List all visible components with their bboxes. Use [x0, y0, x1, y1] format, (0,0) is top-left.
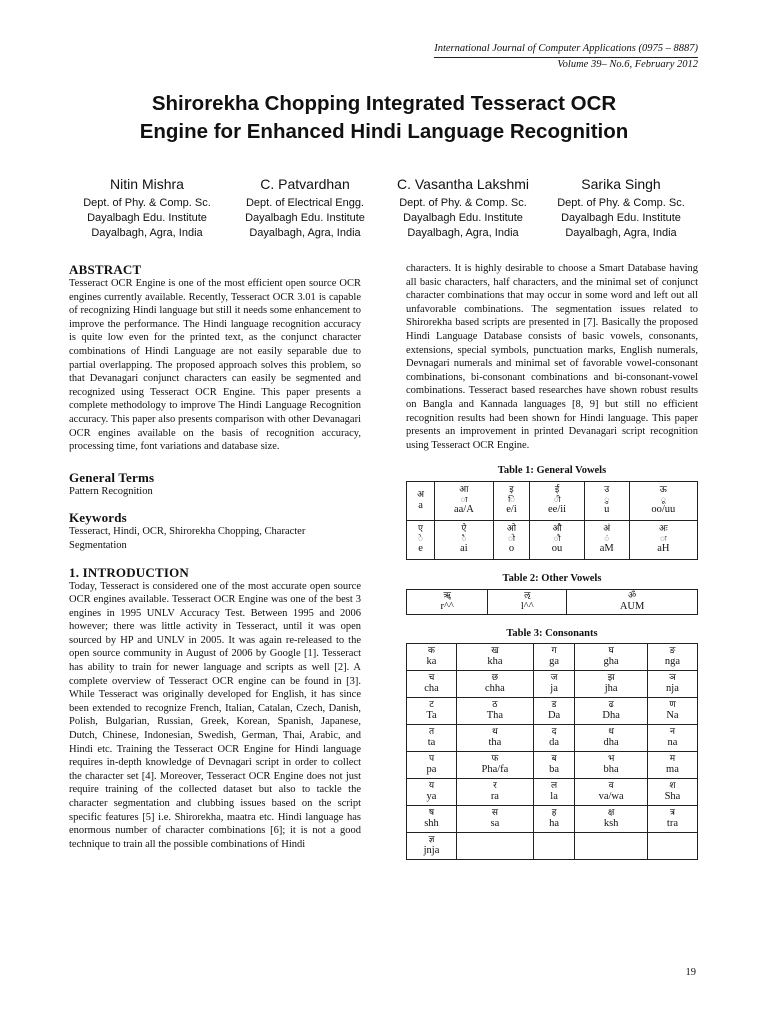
devanagari-char: घ — [608, 646, 614, 657]
transliteration: pa — [426, 764, 437, 776]
table-cell — [407, 481, 435, 520]
devanagari-char: ऌ — [524, 590, 531, 601]
devanagari-char: य — [428, 781, 435, 792]
table-cell — [647, 725, 697, 752]
transliteration: a — [418, 499, 423, 511]
table-cell — [533, 752, 575, 779]
devanagari-char: ज — [550, 673, 558, 684]
table-cell — [457, 698, 534, 725]
devanagari-char: ढ — [608, 700, 614, 711]
transliteration: jnja — [423, 845, 440, 857]
transliteration: Dha — [602, 710, 620, 722]
transliteration: shh — [424, 818, 439, 830]
table-cell — [647, 698, 697, 725]
devanagari-char: ओ — [506, 524, 517, 535]
keywords-text: Tesseract, Hindi, OCR, Shirorekha Chopping, Character Segmentation — [69, 526, 306, 551]
devanagari-char: ॠ — [443, 590, 452, 601]
table-general-vowels — [406, 481, 698, 560]
transliteration: Pha/fa — [481, 764, 509, 776]
table-cell — [407, 589, 488, 614]
transliteration: aH — [657, 543, 670, 555]
table-cell — [457, 806, 534, 833]
table-cell — [584, 481, 629, 520]
devanagari-char: ज्ञ — [428, 835, 435, 846]
devanagari-char: भ — [607, 754, 615, 765]
journal-name: International Journal of Computer Applications (0975 – 8887) — [434, 42, 698, 58]
table-other-vowels — [406, 589, 698, 615]
devanagari-char: व — [608, 781, 614, 792]
transliteration: cha — [424, 683, 439, 695]
page-number: 19 — [685, 967, 696, 978]
devanagari-char: ष — [428, 808, 435, 819]
devanagari-char: ई — [554, 485, 560, 496]
table-cell — [407, 806, 457, 833]
author-dept: Dept. of Phy. & Comp. Sc. — [557, 197, 685, 209]
transliteration: gha — [603, 656, 619, 668]
author-institute: Dayalbagh Edu. Institute — [403, 212, 523, 224]
transliteration: o — [508, 543, 515, 555]
devanagari-char: ध — [608, 727, 614, 738]
devanagari-char: उ — [604, 485, 610, 496]
devanagari-char: ठ — [492, 700, 498, 711]
transliteration: bha — [603, 764, 619, 776]
transliteration: ee/ii — [548, 504, 567, 516]
author-dept: Dept. of Electrical Engg. — [245, 197, 364, 209]
transliteration: ra — [490, 791, 499, 803]
author-dept: Dept. of Phy. & Comp. Sc. — [83, 197, 211, 209]
devanagari-char: अः — [658, 524, 668, 535]
devanagari-char: औ — [552, 524, 562, 535]
devanagari-char: द — [551, 727, 557, 738]
table-cell — [647, 779, 697, 806]
author-name: Nitin Mishra — [110, 176, 184, 192]
matra-sign: ं — [604, 534, 610, 544]
transliteration: ba — [549, 764, 560, 776]
devanagari-char: त्र — [669, 808, 675, 819]
title-line-1: Shirorekha Chopping Integrated Tesseract OCR — [151, 92, 617, 115]
devanagari-char: प — [428, 754, 435, 765]
transliteration: r^^ — [440, 600, 454, 612]
table-cell — [533, 698, 575, 725]
table-cell — [533, 644, 575, 671]
transliteration: ta — [427, 737, 436, 749]
transliteration: ka — [426, 656, 437, 668]
transliteration: u — [604, 504, 610, 516]
table-row — [407, 481, 698, 520]
transliteration: tra — [666, 818, 678, 830]
author-2 — [226, 175, 384, 241]
title-line-2: Engine for Enhanced Hindi Language Recognition — [139, 120, 629, 143]
table-cell — [575, 725, 648, 752]
table-cell — [584, 520, 629, 559]
matra-sign: ौ — [553, 534, 561, 544]
table-3-caption: Table 3: Consonants — [506, 627, 598, 639]
table-row — [407, 520, 698, 559]
table-cell — [407, 698, 457, 725]
table-cell — [407, 644, 457, 671]
table-2-caption: Table 2: Other Vowels — [502, 572, 602, 584]
devanagari-char: र — [493, 781, 497, 792]
transliteration: chha — [484, 683, 505, 695]
devanagari-char: ॐ — [627, 590, 637, 601]
devanagari-char: छ — [491, 673, 499, 684]
devanagari-char: ह — [551, 808, 557, 819]
keywords-heading: Keywords — [69, 510, 127, 526]
right-column — [406, 262, 698, 860]
author-name: C. Patvardhan — [260, 176, 350, 192]
transliteration: ou — [551, 543, 563, 555]
transliteration: Ta — [426, 710, 437, 722]
author-1 — [68, 175, 226, 241]
table-row — [407, 779, 698, 806]
table-cell — [575, 806, 648, 833]
devanagari-char: क्ष — [607, 808, 615, 819]
table-cell — [407, 833, 457, 860]
table-cell — [457, 779, 534, 806]
table-cell — [407, 752, 457, 779]
table-cell — [533, 779, 575, 806]
table-cell — [457, 752, 534, 779]
table-cell — [575, 752, 648, 779]
matra-sign: ै — [461, 534, 467, 544]
table-cell — [457, 671, 534, 698]
body-text-continued: characters. It is highly desirable to choose a Smart Database having all basic characters, half characters, and the minimal set of conjunct character combinations that may occur in some word and left out all unfavorable combinations. The segmentation issues related to Shirorekha based scripts are presented in [7]. Basically the proposed Hindi Language Database consists of basic vowels, consonants, extensions, special symbols, punctuation marks, English numerals, Devnagari numerals and minimal set of favorable vowel-consonant combinations, bi-consonant combinations and bi-consonant-vowel combinations. Tesseract based researches have shown robust results on Bangla and Kannada languages [8, 9] but still no efficient recognition results had been shown for Hindi language. This paper presents an improvement in printed Devanagari script recognition using Tesseract OCR Engine. — [406, 263, 698, 451]
table-cell — [488, 589, 567, 614]
author-location: Dayalbagh, Agra, India — [91, 227, 203, 239]
table-cell — [530, 481, 585, 520]
devanagari-char: ए — [418, 524, 424, 535]
table-row — [407, 752, 698, 779]
matra-sign: ु — [604, 495, 610, 505]
devanagari-char: ल — [551, 781, 558, 792]
table-cell — [457, 725, 534, 752]
table-cell — [647, 644, 697, 671]
table-cell — [533, 725, 575, 752]
devanagari-char: ट — [429, 700, 434, 711]
transliteration: e — [418, 543, 423, 555]
table-cell — [493, 481, 530, 520]
table-cell — [435, 520, 494, 559]
matra-sign: े — [418, 534, 423, 544]
transliteration: aM — [599, 543, 614, 555]
author-list — [68, 175, 700, 241]
transliteration: Tha — [486, 710, 504, 722]
table-cell — [629, 481, 697, 520]
transliteration: va/wa — [598, 791, 624, 803]
transliteration: ha — [549, 818, 560, 830]
devanagari-char: ङ — [669, 646, 676, 657]
transliteration: Sha — [664, 791, 681, 803]
volume-info: Volume 39– No.6, February 2012 — [557, 59, 698, 70]
transliteration: e/i — [506, 504, 517, 516]
transliteration: AUM — [619, 600, 645, 612]
table-cell — [575, 644, 648, 671]
table-cell — [575, 779, 648, 806]
author-location: Dayalbagh, Agra, India — [407, 227, 519, 239]
table-cell — [575, 833, 648, 860]
transliteration: oo/uu — [651, 504, 676, 516]
table-cell — [647, 752, 697, 779]
transliteration: ksh — [603, 818, 619, 830]
table-cell — [575, 698, 648, 725]
devanagari-char: ऐ — [461, 524, 467, 535]
introduction-heading: 1. INTRODUCTION — [69, 564, 190, 580]
introduction-text: Today, Tesseract is considered one of the most accurate open source OCR engines available. Tesseract OCR Engine was one of the best 3 engines in 1995 UNLV Accuracy Test. Between 1995 and 2006 however; there was little activity in Tesseract, until it was open sourced by HP and UNLV in 2005. It was again re-released to the open source community in August of 2006 by Google [1]. Tesseract has ability to train for newer language and scripts as well [2]. A complete overview of Tesseract OCR engine can be found in [3]. While Tesseract was originally developed for English, it has since been extended to recognize French, Italian, Catalan, Czech, Danish, Polish, Bulgarian, Russian, Greek, Korean, Spanish, Japanese, Dutch, Chinese, Indonesian, Swedish, German, Thai, Arabic, and Hindi etc. Training the Tesseract OCR Engine for Hindi language requires in-depth knowledge of Devnagari script in order to collect the character set [4]. Moreover, Tesseract OCR Engine does not just require training of the collected dataset but also to tackle the character segmentation and clubbing issues based on the script specific features [5] i.e. Shirorekha, maatra etc. Hindi language has enormous number of character combinations [6]; it is not a good technique to train all the possible combinations of Hindi — [69, 580, 361, 850]
abstract-text: Tesseract OCR Engine is one of the most efficient open source OCR engines currently available. Recently, Tesseract OCR 3.01 is capable of recognizing Hindi language but still it needs some enhancement to improve the performance. The Hindi language recognition accuracy is quite low even for the printed text, as the conjunct character combinations of Hindi Language are not easily separable due to partial overlapping. The proposed approach solves this problem, so that Devanagari conjunct characters can easily be segmented and recognized using Tesseract OCR Engine. This paper presents a complete methodology to improve The Hindi Language Recognition accuracy. This paper also presents comparison with other Devanagari OCR engines available on the basis of recognition accuracy, processing time, font variations and database size. — [69, 278, 361, 453]
table-cell — [567, 589, 698, 614]
transliteration: ma — [666, 764, 679, 776]
table-1-caption: Table 1: General Vowels — [497, 465, 607, 477]
transliteration: ga — [549, 656, 560, 668]
devanagari-char: ऊ — [659, 485, 667, 496]
devanagari-char: श — [669, 781, 676, 792]
transliteration: ai — [460, 543, 468, 555]
devanagari-char: ण — [669, 700, 676, 711]
author-institute: Dayalbagh Edu. Institute — [245, 212, 365, 224]
author-institute: Dayalbagh Edu. Institute — [87, 212, 207, 224]
table-row — [407, 644, 698, 671]
table-cell — [533, 833, 575, 860]
table-cell — [407, 779, 457, 806]
transliteration: tha — [488, 737, 502, 749]
table-cell — [647, 833, 697, 860]
transliteration: sa — [490, 818, 500, 830]
transliteration: na — [667, 737, 678, 749]
devanagari-char: ग — [551, 646, 557, 657]
author-location: Dayalbagh, Agra, India — [565, 227, 677, 239]
table-cell — [575, 671, 648, 698]
devanagari-char: झ — [607, 673, 615, 684]
table-cell — [407, 520, 435, 559]
table-row — [407, 698, 698, 725]
author-name: Sarika Singh — [581, 176, 661, 192]
matra-sign: ू — [660, 495, 666, 505]
devanagari-char: थ — [492, 727, 498, 738]
devanagari-char: ड — [551, 700, 557, 711]
table-cell — [407, 725, 457, 752]
table-row — [407, 833, 698, 860]
devanagari-char: न — [669, 727, 675, 738]
transliteration: Na — [666, 710, 679, 722]
transliteration: nga — [664, 656, 681, 668]
table-cell — [530, 520, 585, 559]
table-consonants — [406, 643, 698, 860]
transliteration: kha — [487, 656, 503, 668]
transliteration: ya — [426, 791, 437, 803]
table-cell — [533, 671, 575, 698]
matra-sign: ः — [660, 534, 667, 544]
transliteration: da — [549, 737, 560, 749]
devanagari-char: फ — [491, 754, 499, 765]
devanagari-char: स — [491, 808, 498, 819]
matra-sign: ो — [508, 534, 515, 544]
table-cell — [533, 806, 575, 833]
devanagari-char: ञ — [669, 673, 676, 684]
author-institute: Dayalbagh Edu. Institute — [561, 212, 681, 224]
table-cell — [435, 481, 494, 520]
general-terms-text: Pattern Recognition — [69, 485, 153, 497]
transliteration: ja — [550, 683, 558, 695]
devanagari-char: त — [428, 727, 435, 738]
author-3 — [384, 175, 542, 241]
table-cell — [457, 644, 534, 671]
table-row — [407, 725, 698, 752]
devanagari-char: च — [428, 673, 435, 684]
devanagari-char: इ — [509, 485, 514, 496]
table-cell — [647, 806, 697, 833]
abstract-heading: ABSTRACT — [69, 262, 142, 277]
matra-sign: ी — [553, 495, 561, 505]
table-row — [407, 671, 698, 698]
table-cell — [629, 520, 697, 559]
matra-sign: ा — [460, 495, 468, 505]
author-location: Dayalbagh, Agra, India — [249, 227, 361, 239]
table-cell — [493, 520, 530, 559]
table-cell — [407, 671, 457, 698]
general-terms-heading: General Terms — [69, 469, 155, 485]
transliteration: Da — [547, 710, 561, 722]
transliteration: aa/A — [453, 504, 474, 516]
devanagari-char: अ — [417, 489, 424, 500]
author-name: C. Vasantha Lakshmi — [396, 176, 530, 192]
devanagari-char: म — [669, 754, 676, 765]
author-dept: Dept. of Phy. & Comp. Sc. — [399, 197, 527, 209]
table-cell — [647, 671, 697, 698]
table-row — [407, 589, 698, 614]
transliteration: jha — [604, 683, 618, 695]
transliteration: nja — [666, 683, 679, 695]
author-4 — [542, 175, 700, 241]
table-row — [407, 806, 698, 833]
devanagari-char: क — [428, 646, 435, 657]
transliteration: l^^ — [520, 600, 534, 612]
table-cell — [457, 833, 534, 860]
matra-sign: ि — [508, 495, 515, 505]
devanagari-char: ब — [551, 754, 557, 765]
transliteration: la — [550, 791, 558, 803]
devanagari-char: आ — [459, 485, 469, 496]
left-column — [69, 262, 361, 851]
paper-title — [40, 90, 728, 146]
transliteration: dha — [603, 737, 619, 749]
devanagari-char: ख — [491, 646, 499, 657]
devanagari-char: अं — [603, 524, 611, 535]
running-header — [434, 42, 698, 72]
